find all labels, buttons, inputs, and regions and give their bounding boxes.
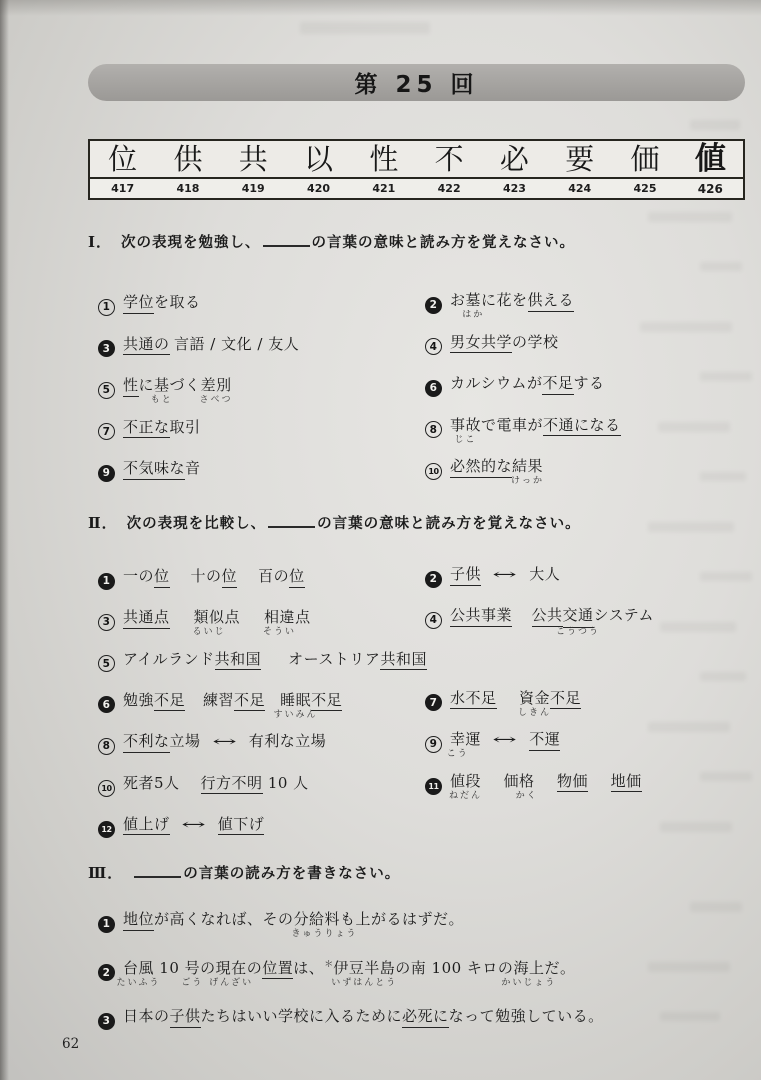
bleed-through-mark: [648, 962, 730, 972]
text-run: 死者5人: [123, 773, 180, 792]
text-run: 共和国: [215, 650, 262, 671]
text-run: 大人: [529, 565, 561, 583]
furigana: たいふう: [116, 977, 161, 988]
kanji-char: 不: [434, 142, 464, 176]
kanji-char: 要: [565, 142, 595, 176]
bleed-through-mark: [640, 322, 732, 332]
ruby-word: [273, 689, 318, 720]
kanji-number: 418: [176, 182, 200, 195]
text-run: 相違: [264, 608, 296, 627]
item-number-badge: 9: [425, 736, 442, 753]
lesson-title: 第 25 回: [354, 72, 479, 98]
left-right-arrow-icon: ↔: [211, 734, 238, 751]
text-run: 不足: [154, 691, 185, 712]
text-run: 不利な: [123, 732, 170, 753]
text-run: 一の: [123, 567, 155, 585]
text-run: 必死に: [402, 1007, 449, 1028]
furigana: げんざい: [209, 977, 254, 988]
text-run: 子供: [170, 1007, 201, 1028]
ruby-word: [556, 604, 601, 637]
text-run: 学位: [123, 293, 154, 314]
bleed-through-mark: [648, 522, 734, 532]
ruby-word: [199, 374, 233, 405]
kanji-char: 位: [108, 142, 138, 176]
text-run: 共和国: [380, 650, 427, 671]
kanji-number: 425: [633, 182, 657, 195]
bleed-through-mark: [700, 772, 752, 781]
text-run: カルシウムが: [450, 374, 543, 392]
furigana: るいじ: [192, 627, 226, 638]
kanji-char: 性: [369, 142, 399, 176]
item-number-badge: 3: [98, 614, 115, 631]
bleed-through-mark: [700, 472, 746, 481]
text-run: の: [200, 958, 216, 977]
kanji-char: 必: [499, 142, 529, 176]
ruby-word: [446, 728, 469, 760]
text-run: 不正な: [123, 418, 170, 439]
bleed-through-mark: [660, 622, 736, 632]
fill-in-blank: [134, 865, 181, 878]
item-number-badge: 4: [425, 338, 442, 355]
ruby-word: [462, 289, 485, 320]
item-number-badge: 10: [425, 463, 442, 480]
text-run: 値下げ: [218, 815, 265, 836]
text-run: オーストリア: [288, 649, 381, 668]
text-run: 取引: [169, 417, 201, 436]
bleed-through-mark: [660, 1012, 720, 1021]
exercise-item: [98, 772, 309, 797]
text-run: で電車が: [481, 415, 544, 434]
furigana: ねだん: [448, 790, 483, 801]
item-number-badge: 6: [425, 380, 442, 397]
text-run: 子供: [450, 565, 481, 586]
bleed-through-mark: [300, 22, 430, 34]
item-number-badge: 8: [425, 421, 442, 438]
lesson-banner: [88, 64, 745, 101]
furigana: しきん: [518, 707, 552, 718]
bleed-through-mark: [700, 262, 742, 271]
kanji-char: 以: [304, 142, 334, 176]
exercise-item: [425, 728, 561, 760]
text-run: も上がるはずだ。: [340, 910, 465, 928]
number-row: [90, 177, 743, 198]
exercise-item: [98, 374, 233, 405]
item-number-badge: 3: [98, 1013, 115, 1030]
item-number-badge: 11: [425, 778, 442, 795]
text-run: 10: [154, 958, 185, 977]
bleed-through-mark: [700, 372, 752, 381]
text-run: お: [450, 291, 466, 309]
text-run: 値上げ: [123, 815, 170, 836]
text-run: だ。: [544, 958, 576, 977]
exercise-item: [425, 414, 621, 445]
exercise-item: [98, 813, 264, 838]
text-run: 格: [519, 771, 535, 790]
heading-text: 次の表現を比較し、: [126, 516, 267, 532]
exercise-item: [98, 689, 343, 720]
text-run: 地位: [123, 910, 154, 931]
furigana: はか: [462, 310, 485, 320]
text-run: 不足: [234, 691, 265, 712]
text-run: 基: [154, 376, 170, 394]
text-run: の: [246, 958, 263, 977]
text-run: 勉強: [123, 690, 155, 709]
item-number-badge: 10: [98, 780, 115, 797]
text-run: 性: [123, 376, 139, 397]
text-run: 不気味な: [123, 459, 185, 480]
section-numeral: Ⅰ．: [88, 233, 113, 251]
exercise-item: [98, 606, 311, 638]
kanji-char: 値: [694, 141, 726, 177]
furigana: こう: [446, 749, 469, 760]
ruby-word: [150, 374, 173, 405]
item-number-badge: 1: [98, 916, 115, 933]
ruby-word: [331, 957, 398, 988]
text-run: する: [573, 374, 605, 392]
kanji-number-table: [88, 139, 745, 200]
item-number-badge: 5: [98, 655, 115, 672]
item-number-badge: 1: [98, 573, 115, 590]
kanji-number: 423: [502, 182, 526, 195]
text-run: 位: [222, 567, 238, 588]
exercise-item: [98, 908, 465, 939]
item-number-badge: 5: [98, 382, 115, 399]
exercise-item: [98, 648, 427, 673]
bleed-through-mark: [690, 120, 740, 130]
text-run: 有利な立場: [248, 732, 327, 751]
text-run: なって勉強している。: [448, 1007, 604, 1025]
ruby-word: [511, 455, 545, 486]
text-run: 結果: [512, 457, 544, 475]
text-run: 現在: [215, 958, 247, 977]
exercise-item: [98, 333, 299, 358]
exercise-item: [425, 331, 559, 356]
text-run: 供える: [528, 291, 575, 312]
kanji-char: 供: [173, 142, 203, 176]
text-run: 共通点: [123, 608, 170, 629]
kanji-number: 426: [697, 181, 723, 196]
item-number-badge: 2: [98, 964, 115, 981]
item-number-badge: 9: [98, 465, 115, 482]
bleed-through-mark: [648, 722, 730, 732]
text-run: 号: [184, 958, 201, 977]
exercise-item: [425, 770, 642, 801]
text-run: が高くなれば、その分: [154, 910, 310, 928]
furigana: かく: [515, 790, 538, 801]
bleed-through-mark: [700, 672, 746, 681]
scan-edge-shadow-left: [0, 0, 10, 1080]
furigana: すいみん: [273, 709, 318, 720]
text-run: 男女共学: [450, 333, 512, 354]
heading-text: の言葉の読み方を書きなさい。: [183, 866, 401, 882]
text-run: 不通になる: [543, 416, 621, 437]
furigana: じこ: [454, 434, 477, 445]
ruby-word: [192, 606, 226, 638]
exercise-item: [98, 291, 201, 316]
kanji-number: 420: [307, 182, 331, 195]
ruby-word: [181, 957, 204, 988]
bleed-through-mark: [648, 212, 732, 222]
text-run: 幸: [450, 730, 466, 749]
text-run: 10 人: [262, 773, 309, 792]
ruby-word: [450, 414, 482, 445]
text-run: 共通の: [123, 335, 170, 356]
exercise-item: [98, 416, 201, 441]
text-run: づく: [169, 376, 201, 394]
furigana: さべつ: [199, 395, 233, 405]
text-run: 必然的な: [450, 457, 512, 478]
furigana: もと: [150, 395, 173, 405]
heading-text: の言葉の意味と読み方を覚えなさい。: [317, 516, 581, 532]
text-run: 音: [185, 459, 201, 477]
item-number-badge: 6: [98, 696, 115, 713]
item-number-badge: 8: [98, 738, 115, 755]
heading-text: の言葉の意味と読み方を覚えなさい。: [311, 235, 576, 251]
exercise-item: [425, 563, 560, 588]
text-run: 公共: [532, 606, 563, 627]
ruby-word: [518, 687, 552, 718]
exercise-item: [425, 289, 575, 320]
item-number-badge: 12: [98, 821, 115, 838]
furigana: いずはんとう: [331, 977, 398, 988]
text-run: 百の: [258, 567, 290, 585]
exercise-item: [98, 957, 576, 988]
text-run: 不運: [529, 730, 560, 751]
item-number-badge: 7: [98, 423, 115, 440]
text-run: たちはいい学校に入るために: [200, 1007, 403, 1025]
exercise-item: [425, 687, 582, 718]
item-number-badge: 1: [98, 299, 115, 316]
kanji-char: 共: [238, 142, 268, 176]
page-number: 62: [62, 1036, 80, 1052]
text-run: 給料: [309, 910, 341, 928]
furigana: かいじょう: [501, 977, 557, 988]
text-run: に花を: [481, 291, 528, 309]
bleed-through-mark: [700, 572, 752, 581]
kanji-number: 424: [568, 182, 592, 195]
exercise-item: [98, 565, 305, 590]
section-heading: [88, 862, 400, 883]
furigana: ごう: [181, 977, 204, 988]
item-number-badge: 7: [425, 694, 442, 711]
text-run: 墓: [465, 291, 482, 309]
ruby-word: [263, 606, 297, 638]
text-run: 位: [289, 567, 305, 588]
left-right-arrow-icon: ↔: [492, 732, 518, 749]
kanji-number: 419: [241, 182, 265, 195]
text-run: 伊豆半島: [333, 958, 396, 977]
ruby-word: [116, 957, 161, 988]
ruby-word: [448, 770, 483, 801]
text-run: 点: [295, 608, 311, 627]
section-heading: [88, 231, 575, 252]
text-run: 位: [154, 567, 170, 588]
item-number-badge: 4: [425, 612, 442, 629]
text-run: システム: [593, 606, 655, 625]
text-run: 交通: [562, 606, 594, 625]
bleed-through-mark: [660, 822, 732, 832]
scan-edge-shadow-top: [0, 0, 761, 16]
exercise-item: [98, 730, 326, 755]
ruby-word: [209, 957, 254, 988]
text-run: 立場: [169, 732, 201, 751]
text-run: に: [138, 376, 155, 394]
ruby-word: [501, 957, 557, 988]
text-run: 値段: [450, 771, 482, 790]
furigana: きゅうりょう: [291, 929, 358, 939]
kanji-number: 422: [437, 182, 461, 195]
text-run: 地価: [611, 772, 642, 793]
kanji-number: 417: [111, 182, 135, 195]
exercise-item: [98, 1005, 604, 1030]
section-numeral: Ⅲ．: [88, 864, 124, 882]
text-run: 位置: [262, 959, 293, 980]
fill-in-blank: [268, 515, 315, 528]
text-run: 日本の: [123, 1007, 170, 1025]
item-number-badge: 3: [98, 340, 115, 357]
text-run: 不足: [550, 689, 581, 710]
text-run: の学校: [512, 332, 559, 351]
kanji-row: [90, 141, 743, 177]
text-run: 海上: [513, 958, 545, 977]
ruby-word: [291, 908, 358, 939]
text-run: 台風: [123, 958, 155, 977]
furigana: こうつう: [556, 626, 601, 637]
text-run: 公共事業: [450, 606, 512, 627]
ruby-word: [515, 770, 538, 801]
text-run: ＊: [324, 959, 334, 970]
text-run: 睡眠: [280, 690, 312, 709]
section-heading: [88, 512, 581, 533]
left-right-arrow-icon: ↔: [180, 816, 207, 833]
text-run: 不足: [542, 374, 573, 395]
text-run: 言語 / 文化 / 友人: [174, 334, 300, 353]
exercise-item: [425, 372, 605, 397]
text-run: 事故: [450, 415, 482, 434]
kanji-char: 価: [630, 142, 660, 176]
text-run: 不足: [311, 691, 342, 712]
furigana: けっか: [511, 476, 545, 486]
exercise-item: [425, 455, 545, 486]
left-right-arrow-icon: ↔: [492, 567, 518, 583]
bleed-through-mark: [690, 902, 742, 912]
text-run: 点: [224, 608, 241, 627]
text-run: 類似: [193, 608, 225, 627]
text-run: 差別: [200, 376, 232, 394]
text-run: 物価: [557, 772, 588, 793]
exercise-item: [425, 604, 655, 637]
text-run: 行方不明: [201, 774, 263, 795]
heading-text: 次の表現を勉強し、: [121, 235, 261, 251]
furigana: そうい: [263, 627, 297, 638]
text-run: の南 100 キロの: [395, 958, 514, 977]
text-run: を取る: [154, 293, 201, 311]
bleed-through-mark: [658, 422, 730, 432]
text-run: 価: [503, 771, 520, 790]
text-run: 十の: [190, 567, 222, 585]
text-run: アイルランド: [123, 649, 215, 668]
kanji-number: 421: [372, 182, 396, 195]
item-number-badge: 2: [425, 571, 442, 588]
text-run: 資金: [519, 688, 551, 707]
text-run: 練習: [203, 690, 235, 709]
text-run: 水不足: [450, 689, 497, 710]
text-run: は、: [293, 958, 325, 977]
item-number-badge: 2: [425, 297, 442, 314]
section-numeral: Ⅱ．: [88, 514, 118, 532]
exercise-item: [98, 457, 201, 482]
text-run: 運: [465, 730, 482, 749]
fill-in-blank: [263, 234, 310, 247]
